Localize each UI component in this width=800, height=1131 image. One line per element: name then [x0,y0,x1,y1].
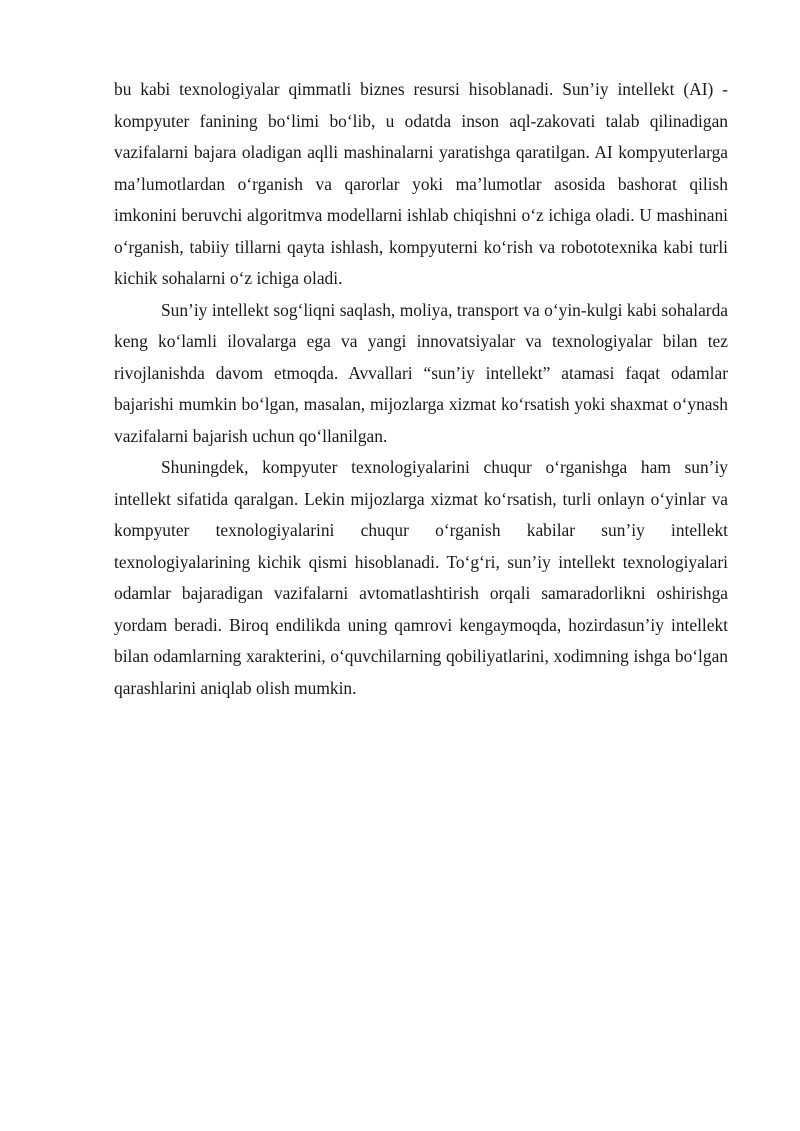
paragraph-3: Shuningdek, kompyuter texnologiyalarini chuqur o‘rganishga ham sun’iy intellekt sifatida qaralgan. Lekin mijozlarga xizmat ko‘rsatish, turli onlayn o‘yinlar va kompyuter texnologiyalarini chuqur o‘rganish kabilar sun’iy intellekt texnologiyalarining kichik qismi hisoblanadi. To‘g‘ri, sun’iy intellekt texnologiyalari odamlar bajaradigan vazifalarni avtomatlashtirish orqali samaradorlikni oshirishga yordam beradi. Biroq endilikda uning qamrovi kengaymoqda, hozirdasun’iy intellekt bilan odamlarning xarakterini, o‘quvchilarning qobiliyatlarini, xodimning ishga bo‘lgan qarashlarini aniqlab olish mumkin. [114,457,728,698]
document-body [114,74,728,704]
paragraph-1: bu kabi texnologiyalar qimmatli biznes resursi hisoblanadi. Sun’iy intellekt (AI) -kompyuter fanining bo‘limi bo‘lib, u odatda inson aql-zakovati talab qilinadigan vazifalarni bajara oladigan aqlli mashinalarni yaratishga qaratilgan. AI kompyuterlarga ma’lumotlardan o‘rganish va qarorlar yoki ma’lumotlar asosida bashorat qilish imkonini beruvchi algoritmva modellarni ishlab chiqishni o‘z ichiga oladi. U mashinani o‘rganish, tabiiy tillarni qayta ishlash, kompyuterni ko‘rish va robototexnika kabi turli kichik sohalarni o‘z ichiga oladi. [114,79,728,288]
paragraph-2: Sun’iy intellekt sog‘liqni saqlash, moliya, transport va o‘yin-kulgi kabi sohalarda keng ko‘lamli ilovalarga ega va yangi innovatsiyalar va texnologiyalar bilan tez rivojlanishda davom etmoqda. Avvallari “sun’iy intellekt” atamasi faqat odamlar bajarishi mumkin bo‘lgan, masalan, mijozlarga xizmat ko‘rsatish yoki shaxmat o‘ynash vazifalarni bajarish uchun qo‘llanilgan. [114,299,728,446]
